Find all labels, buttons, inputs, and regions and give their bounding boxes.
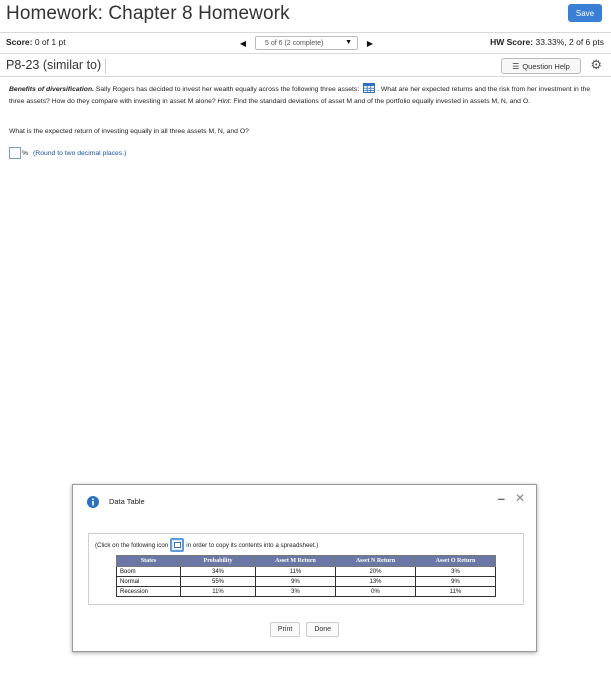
question-select[interactable] [255,36,358,50]
question-prompt: What is the expected return of investing equally in all three assets M, N, and O? [9,128,249,135]
score [6,37,66,47]
answer-row [9,147,126,159]
data-table-icon[interactable] [363,83,375,93]
question-part-1: Sally Rogers has decided to invest her wealth equally across the following three assets: [93,86,362,93]
column-header: Asset N Return [336,556,416,567]
title-bar [0,0,611,30]
table-cell: 20% [336,567,416,577]
hw-score [490,37,604,47]
dialog-footer [73,622,536,637]
dialog-header [73,485,536,517]
problem-id: P8-23 (similar to) [6,58,106,74]
question-lead: Benefits of diversification. [9,86,94,93]
table-cell: 55% [181,577,256,587]
print-button[interactable]: Print [270,622,300,637]
hw-score-label: HW Score: [490,37,534,47]
table-cell: 13% [336,577,416,587]
table-cell: 3% [416,567,496,577]
hint-label: Hint: [217,97,232,105]
question-navigator [235,36,378,50]
caret-down-icon: ▼ [345,39,352,46]
table-header-row [117,556,496,567]
table-row [117,577,496,587]
column-header: Probability [181,556,256,567]
data-table [116,555,496,597]
column-header: Asset O Return [416,556,496,567]
info-icon [87,496,99,508]
round-note: (Round to two decimal places.) [33,149,127,157]
table-cell: 9% [416,577,496,587]
data-table-dialog [72,484,537,652]
column-header: Asset M Return [256,556,336,567]
table-cell: 3% [256,587,336,597]
question-part-3: Find the standard deviations of asset M and of the portfolio equally invested in assets M, N, and O. [231,97,531,105]
dialog-title: Data Table [109,497,145,506]
done-button[interactable]: Done [306,622,339,637]
table-row [117,567,496,577]
close-icon[interactable]: ✕ [514,491,525,505]
previous-question-button[interactable] [235,36,251,50]
gear-icon[interactable]: ⚙ [590,57,602,72]
question-part-2: . What are her expected returns and the risk from her investment in the three assets? How do they compare with investing in asset M alone? [9,86,591,105]
minimize-icon[interactable]: – [497,491,505,506]
data-panel [88,533,524,605]
save-button[interactable]: Save [568,4,602,22]
copy-note-post: in order to copy its contents into a spreadsheet.) [186,541,319,549]
table-cell: 9% [256,577,336,587]
score-value: 0 of 1 pt [34,37,66,47]
copy-to-spreadsheet-icon[interactable] [170,538,184,552]
copy-icon-inner [174,542,181,548]
next-question-button[interactable] [362,36,378,50]
hw-score-value: 33.33%, 2 of 6 pts [535,37,604,47]
table-cell: 11% [416,587,496,597]
table-cell: Recession [117,587,181,597]
answer-input[interactable] [9,147,21,159]
question-help-button[interactable] [501,58,581,74]
column-header: States [117,556,181,567]
table-cell: 0% [336,587,416,597]
copy-note-pre: (Click on the following icon [95,541,169,549]
arrow-left-icon: ◀ [239,38,247,48]
table-cell: Normal [117,577,181,587]
problem-bar [0,53,611,77]
table-cell: Boom [117,567,181,577]
page-title: Homework: Chapter 8 Homework [6,3,290,24]
score-bar [0,32,611,52]
score-label: Score: [6,37,33,47]
table-cell: 11% [256,567,336,577]
copy-note [95,538,318,552]
list-icon: ☰ [512,61,520,71]
table-cell: 11% [181,587,256,597]
percent-suffix: % [22,149,29,157]
table-row [117,587,496,597]
question-select-value: 5 of 6 (2 complete) [265,39,324,47]
question-text [9,83,604,107]
table-cell: 34% [181,567,256,577]
arrow-right-icon: ▶ [366,38,374,48]
question-help-label: Question Help [522,61,570,71]
